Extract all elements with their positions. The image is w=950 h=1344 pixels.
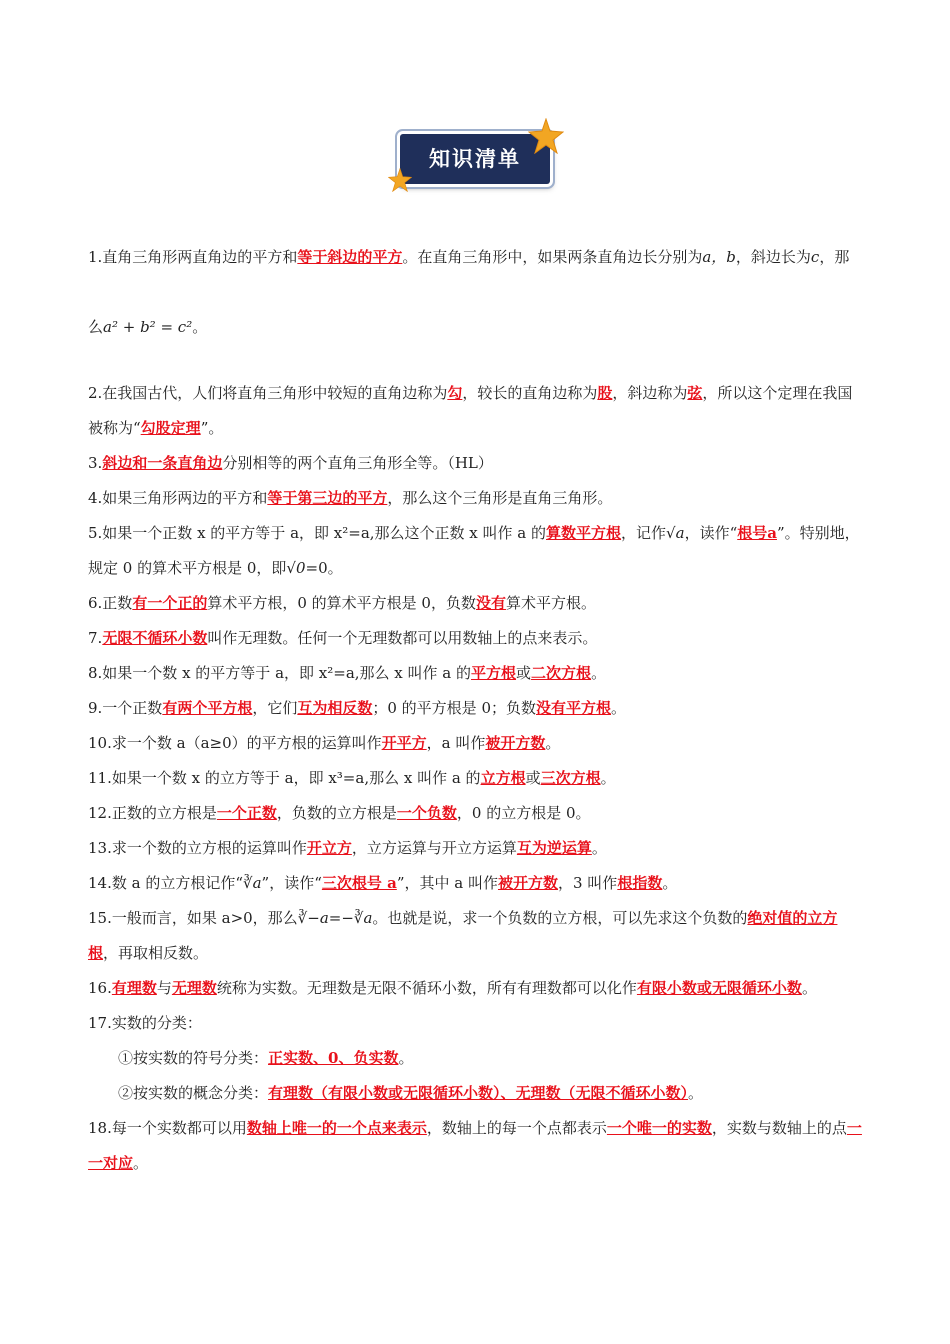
answer-text: 互为逆运算 xyxy=(516,839,592,857)
body-text: ，那么这个三角形是直角三角形。 xyxy=(387,489,613,507)
body-text: ，再取相反数。 xyxy=(103,944,209,962)
answer-text: 有限小数或无限循环小数 xyxy=(636,979,802,997)
answer-text: 三次方根 xyxy=(540,769,601,787)
body-text: 12.正数的立方根是 xyxy=(88,804,217,822)
body-text: 4.如果三角形两边的平方和 xyxy=(88,489,268,507)
list-item-1 xyxy=(88,222,864,362)
answer-text: 没有平方根 xyxy=(535,699,611,717)
body-text: ”。特别地，规定 0 的算术平方根是 0，即 xyxy=(88,524,860,577)
body-text: ”，其中 a 叫作 xyxy=(396,874,498,892)
body-text: 叫作无理数。任何一个无理数都可以用数轴上的点来表示。 xyxy=(207,629,598,647)
body-text: 17.实数的分类： xyxy=(88,1014,202,1032)
answer-text: 股 xyxy=(597,384,613,402)
answer-text: 被开方数 xyxy=(485,734,546,752)
body-text: 与 xyxy=(156,979,172,997)
body-text: ，数轴上的每一个点都表示 xyxy=(426,1119,607,1137)
list-item-18 xyxy=(88,1111,864,1181)
answer-text: 无限不循环小数 xyxy=(102,629,208,647)
answer-text: 有理数（有限小数或无限循环小数）、无理数（无限不循环小数） xyxy=(268,1084,689,1102)
answer-text: 弦 xyxy=(687,384,703,402)
answer-text: 有理数 xyxy=(111,979,157,997)
body-text: 8.如果一个数 x 的平方等于 a，即 x²=a,那么 x 叫作 a 的 xyxy=(88,664,472,682)
body-text: 分别相等的两个直角三角形全等。（HL） xyxy=(222,454,493,472)
list-item-16 xyxy=(88,971,864,1006)
answer-text: 无理数 xyxy=(171,979,217,997)
body-text: 。也就是说，求一个负数的立方根，可以先求这个负数的 xyxy=(372,909,748,927)
body-text: ，0 的立方根是 0。 xyxy=(456,804,591,822)
body-text: ，它们 xyxy=(252,699,298,717)
body-text: 14.数 a 的立方根记作“ xyxy=(88,874,244,892)
body-text: ，斜边称为 xyxy=(612,384,688,402)
body-text: 或 xyxy=(516,664,532,682)
body-text: ，那么 xyxy=(88,248,850,336)
list-item-6 xyxy=(88,586,864,621)
list-item-17a xyxy=(88,1041,864,1076)
body-text: 算术平方根，0 的算术平方根是 0，负数 xyxy=(207,594,476,612)
body-text: ，所以这个定理在我国被称为“ xyxy=(88,384,853,437)
list-item-5 xyxy=(88,516,864,586)
list-item-3 xyxy=(88,446,864,481)
body-text: ，3 叫作 xyxy=(558,874,618,892)
body-text: ”。 xyxy=(200,419,224,437)
list-item-11 xyxy=(88,761,864,796)
body-text: =0。 xyxy=(305,559,343,577)
answer-text: 没有 xyxy=(475,594,506,612)
answer-text: 正实数、0、负实数 xyxy=(268,1049,399,1067)
body-text: 。 xyxy=(662,874,678,892)
answer-text: 等于第三边的平方 xyxy=(267,489,388,507)
list-item-17b xyxy=(88,1076,864,1111)
answer-text: 有两个平方根 xyxy=(162,699,253,717)
section-title-badge xyxy=(388,118,568,198)
body-text: 。 xyxy=(611,699,627,717)
body-text: ，负数的立方根是 xyxy=(276,804,397,822)
body-text: 6.正数 xyxy=(88,594,133,612)
answer-text: 二次方根 xyxy=(531,664,592,682)
list-item-10 xyxy=(88,726,864,761)
answer-text: 一个正数 xyxy=(216,804,277,822)
math-expression: ∛−a=−∛a xyxy=(297,909,373,927)
math-expression: a，b xyxy=(702,248,736,266)
list-item-2 xyxy=(88,376,864,446)
body-text: ①按实数的符号分类： xyxy=(118,1049,269,1067)
body-text: ；0 的平方根是 0；负数 xyxy=(372,699,536,717)
answer-text: 勾股定理 xyxy=(140,419,201,437)
answer-text: 算数平方根 xyxy=(546,524,622,542)
body-text: ”，读作“ xyxy=(261,874,322,892)
body-text: 9.一个正数 xyxy=(88,699,163,717)
body-text: 。 xyxy=(192,318,208,336)
math-expression: c xyxy=(810,248,820,266)
answer-text: 一个负数 xyxy=(396,804,457,822)
answer-text: 平方根 xyxy=(471,664,517,682)
answer-text: 互为相反数 xyxy=(297,699,373,717)
body-text: 。 xyxy=(133,1154,149,1172)
list-item-14 xyxy=(88,866,864,901)
answer-text: 一一对应 xyxy=(88,1119,862,1172)
body-text: 10.求一个数 a（a≥0）的平方根的运算叫作 xyxy=(88,734,382,752)
body-text: 。 xyxy=(801,979,817,997)
body-text: 1.直角三角形两直角边的平方和 xyxy=(88,248,298,266)
answer-text: 绝对值的立方根 xyxy=(88,909,838,962)
list-item-12 xyxy=(88,796,864,831)
answer-text: 根号a xyxy=(737,524,777,542)
body-text: ，实数与数轴上的点 xyxy=(711,1119,847,1137)
body-text: 算术平方根。 xyxy=(505,594,596,612)
body-text: 3. xyxy=(88,454,103,472)
body-text: 。 xyxy=(591,664,607,682)
answer-text: 根指数 xyxy=(617,874,663,892)
body-text: ，a 叫作 xyxy=(426,734,486,752)
math-expression: √0 xyxy=(286,559,306,577)
list-item-17 xyxy=(88,1006,864,1041)
answer-text: 等于斜边的平方 xyxy=(297,248,403,266)
body-text: ，立方运算与开立方运算 xyxy=(351,839,517,857)
body-text: ②按实数的概念分类： xyxy=(118,1084,269,1102)
list-item-15 xyxy=(88,901,864,971)
answer-text: 开平方 xyxy=(381,734,427,752)
body-text: ，记作 xyxy=(621,524,667,542)
answer-text: 勾 xyxy=(447,384,463,402)
body-text: 。在直角三角形中，如果两条直角边长分别为 xyxy=(402,248,703,266)
body-text: 16. xyxy=(88,979,112,997)
answer-text: 立方根 xyxy=(480,769,526,787)
math-expression: a² + b² = c² xyxy=(103,318,193,336)
answer-text: 一个唯一的实数 xyxy=(606,1119,712,1137)
body-text: ，读作“ xyxy=(684,524,738,542)
body-text: 5.如果一个正数 x 的平方等于 a，即 x²=a,那么这个正数 x 叫作 a 的 xyxy=(88,524,547,542)
body-text: 18.每一个实数都可以用 xyxy=(88,1119,247,1137)
answer-text: 被开方数 xyxy=(497,874,558,892)
list-item-13 xyxy=(88,831,864,866)
list-item-7 xyxy=(88,621,864,656)
math-expression: ∛a xyxy=(243,874,262,892)
math-expression: √a xyxy=(666,524,685,542)
knowledge-list xyxy=(88,222,864,1181)
body-text: 11.如果一个数 x 的立方等于 a，即 x³=a,那么 x 叫作 a 的 xyxy=(88,769,481,787)
answer-text: 数轴上唯一的一个点来表示 xyxy=(246,1119,427,1137)
body-text: 统称为实数。无理数是无限不循环小数，所有有理数都可以化作 xyxy=(216,979,637,997)
badge-title: 知识清单 xyxy=(429,147,521,171)
answer-text: 有一个正的 xyxy=(132,594,208,612)
body-text: 。 xyxy=(398,1049,414,1067)
star-icon xyxy=(388,168,412,192)
body-text: 15.一般而言，如果 a>0，那么 xyxy=(88,909,298,927)
answer-text: 斜边和一条直角边 xyxy=(102,454,223,472)
body-text: ，较长的直角边称为 xyxy=(462,384,598,402)
body-text: 。 xyxy=(600,769,616,787)
answer-text: 开立方 xyxy=(306,839,352,857)
body-text: ，斜边长为 xyxy=(735,248,811,266)
body-text: 2.在我国古代，人们将直角三角形中较短的直角边称为 xyxy=(88,384,448,402)
answer-text: 三次根号 a xyxy=(321,874,397,892)
body-text: 或 xyxy=(525,769,541,787)
list-item-9 xyxy=(88,691,864,726)
star-icon xyxy=(528,118,564,154)
list-item-4 xyxy=(88,481,864,516)
body-text: 7. xyxy=(88,629,103,647)
body-text: 13.求一个数的立方根的运算叫作 xyxy=(88,839,307,857)
list-item-8 xyxy=(88,656,864,691)
body-text: 。 xyxy=(545,734,561,752)
body-text: 。 xyxy=(591,839,607,857)
body-text: 。 xyxy=(688,1084,704,1102)
